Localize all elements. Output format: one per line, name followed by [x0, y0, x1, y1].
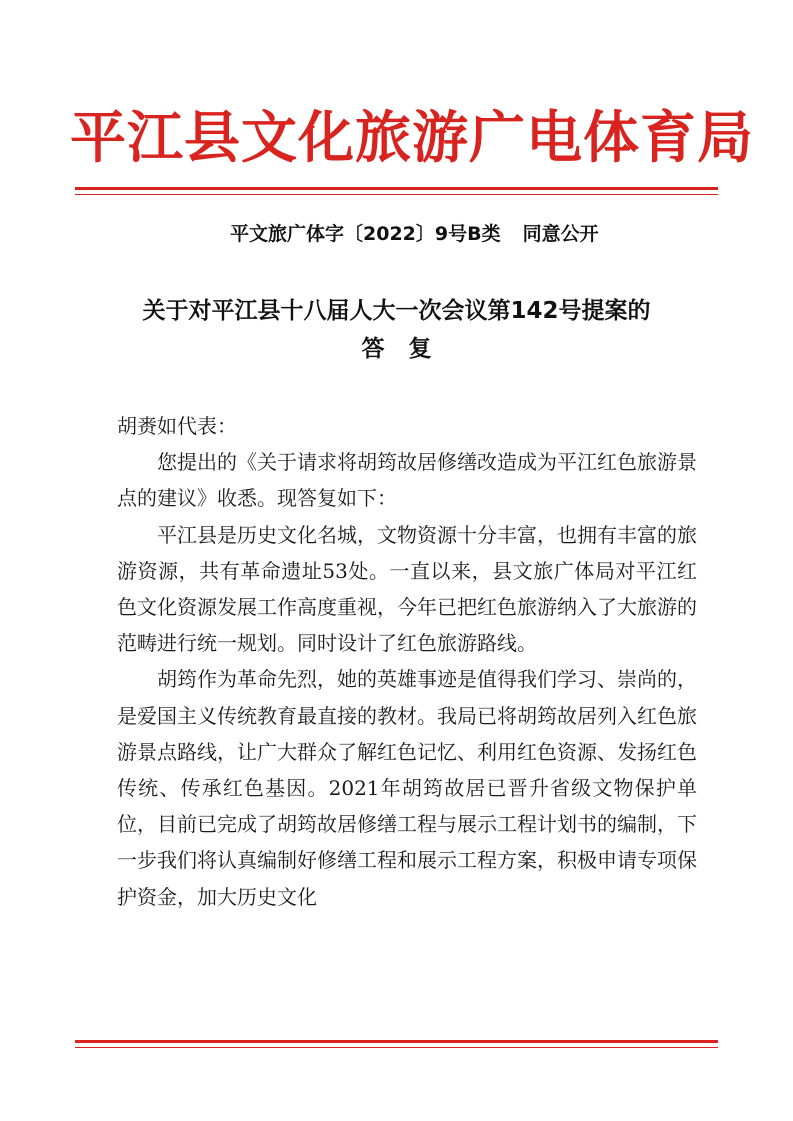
letterhead-rule-thin — [75, 194, 718, 195]
title-line-2: 答复 — [361, 336, 456, 362]
document-title — [60, 292, 733, 368]
footer-rule-thick — [75, 1040, 718, 1043]
footer-rule-thin — [75, 1047, 718, 1048]
body-paragraph: 胡筠作为革命先烈，她的英雄事迹是值得我们学习、崇尚的，是爱国主义传统教育最直接的教材。我局已将胡筠故居列入红色旅游景点路线，让广大群众了解红色记忆、利用红色资源、发扬红色传统、传承红色基因。2021年胡筠故居已晋升省级文物保护单位，目前已完成了胡筠故居修缮工程与展示工程计划书的编制，下一步我们将认真编制好修缮工程和展示工程方案，积极申请专项保护资金，加大历史文化 — [117, 667, 697, 909]
document-number: 平文旅广体字〔2022〕9号B类 — [230, 223, 501, 245]
body-paragraph: 平江县是历史文化名城，文物资源十分丰富，也拥有丰富的旅游资源，共有革命遗址53处。一直以来，县文旅广体局对平江红色文化资源发展工作高度重视，今年已把红色旅游纳入了大旅游的范畴进行统一规划。同时设计了红色旅游路线。 — [117, 522, 697, 656]
salutation: 胡赉如代表： — [117, 414, 237, 438]
letterhead-org-name: 平江县文化旅游广电体育局 — [70, 105, 754, 171]
disclosure-status: 同意公开 — [522, 223, 599, 245]
document-number-line — [230, 220, 700, 248]
title-line-1: 关于对平江县十八届人大一次会议第142号提案的 — [142, 298, 651, 324]
body-paragraph: 您提出的《关于请求将胡筠故居修缮改造成为平江红色旅游景点的建议》收悉。现答复如下： — [117, 450, 697, 511]
document-body — [117, 408, 697, 915]
letterhead-rule-thick — [75, 187, 718, 190]
